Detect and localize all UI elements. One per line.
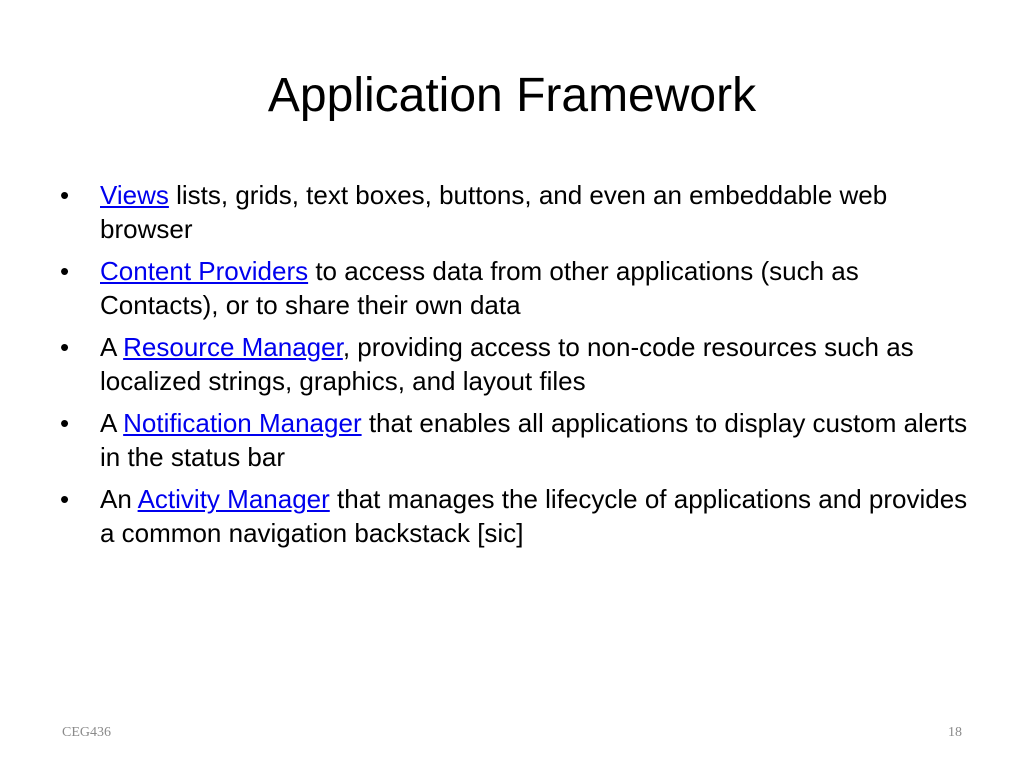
bullet-text: that enables all applications to display custom alerts in the status bar bbox=[100, 408, 968, 472]
content-providers-link[interactable]: Content Providers bbox=[100, 256, 309, 286]
bullet-text: to access data from other applications (such as Contacts), or to share their own data bbox=[100, 256, 859, 320]
bullet-prefix: A bbox=[100, 408, 124, 438]
bullet-item-activity-manager bbox=[60, 482, 980, 550]
bullet-prefix: A bbox=[100, 332, 124, 362]
bullet-text: , providing access to non-code resources such as localized strings, graphics, and layout files bbox=[100, 332, 914, 396]
footer-course: CEG436 bbox=[62, 725, 111, 740]
bullet-dot-icon: • bbox=[60, 256, 70, 286]
bullet-dot-icon: • bbox=[60, 180, 70, 210]
bullet-dot-icon: • bbox=[60, 484, 70, 514]
slide-title: Application Framework bbox=[267, 69, 757, 122]
footer-page-number: 18 bbox=[948, 725, 962, 740]
bullet-prefix: An bbox=[100, 484, 138, 514]
notification-manager-link[interactable]: Notification Manager bbox=[123, 408, 362, 438]
activity-manager-link[interactable]: Activity Manager bbox=[137, 484, 330, 514]
bullet-dot-icon: • bbox=[60, 408, 70, 438]
bullet-text: lists, grids, text boxes, buttons, and even an embeddable web browser bbox=[100, 180, 888, 244]
resource-manager-link[interactable]: Resource Manager bbox=[123, 332, 343, 362]
bullet-item-notification-manager bbox=[60, 406, 980, 474]
bullet-list bbox=[60, 178, 980, 558]
bullet-item-views bbox=[60, 178, 980, 246]
bullet-text: that manages the lifecycle of applications and provides a common navigation backstack [sic] bbox=[100, 484, 968, 548]
bullet-item-resource-manager bbox=[60, 330, 980, 398]
bullet-dot-icon: • bbox=[60, 332, 70, 362]
views-link[interactable]: Views bbox=[100, 180, 169, 210]
bullet-item-content-providers bbox=[60, 254, 980, 322]
